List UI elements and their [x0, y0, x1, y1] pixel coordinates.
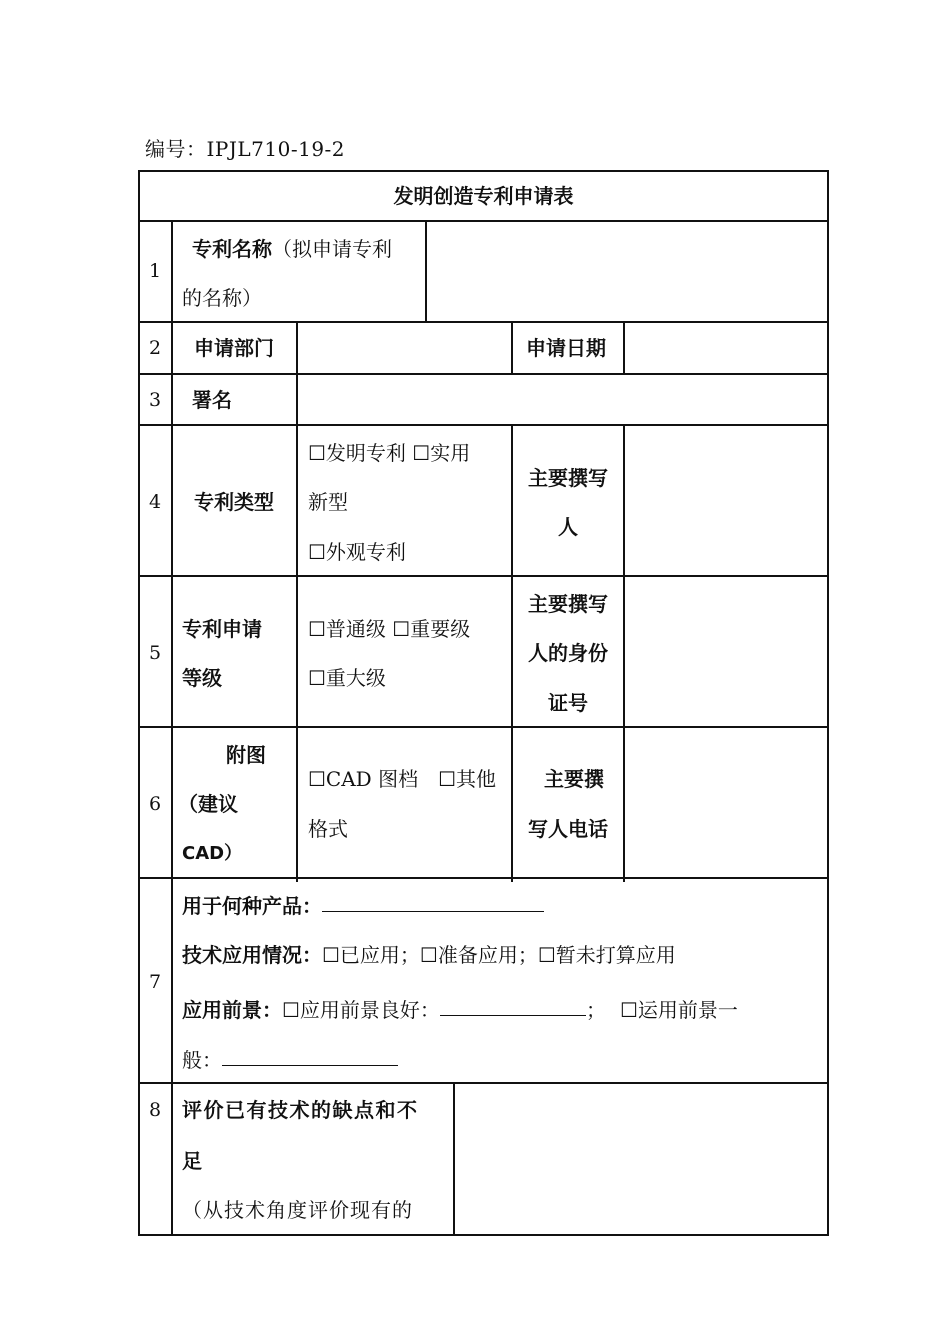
- table-border-right: [827, 170, 829, 1236]
- product-label: 用于何种产品：: [182, 894, 322, 918]
- attachment-options-line1[interactable]: ☐CAD 图档 ☐其他: [308, 767, 496, 791]
- prospect-option-average[interactable]: ☐运用前景一: [619, 998, 738, 1022]
- attachment-label: 附图: [226, 743, 266, 767]
- tech-application-options[interactable]: ☐已应用；☐准备应用；☐暂未打算应用: [322, 943, 676, 967]
- prospect-option-average-cont: 般：: [182, 1048, 222, 1072]
- prospect-separator: ；: [585, 998, 606, 1022]
- department-label: 申请部门: [194, 336, 274, 360]
- signature-label: 署名: [192, 388, 232, 412]
- application-level-options-line2[interactable]: ☐重大级: [308, 666, 386, 690]
- patent-name-label-bold: 专利名称: [192, 237, 272, 261]
- main-writer-label-cont: 人: [558, 515, 578, 539]
- attachment-options-line2: 格式: [308, 817, 348, 841]
- application-level-options-line1[interactable]: ☐普通级 ☐重要级: [308, 617, 471, 641]
- application-date-label: 申请日期: [526, 336, 606, 360]
- row-number: 5: [148, 642, 162, 664]
- row-number: 4: [148, 491, 162, 513]
- row-number: 8: [148, 1099, 162, 1121]
- writer-phone-field[interactable]: [626, 728, 826, 876]
- row-number: 1: [148, 260, 162, 282]
- row-number: 3: [148, 389, 162, 411]
- prospect-label: 应用前景：: [182, 998, 282, 1022]
- document-number-value: IPJL710-19-2: [206, 137, 346, 161]
- application-form-table: [138, 170, 829, 1236]
- col-divider: [453, 1082, 455, 1236]
- patent-type-options-line3[interactable]: ☐外观专利: [308, 540, 406, 564]
- application-level-label: 专利申请: [182, 617, 262, 641]
- document-number-label: 编号：: [145, 137, 207, 161]
- signature-field[interactable]: [299, 375, 826, 423]
- application-level-label-cont: 等级: [182, 666, 222, 690]
- patent-type-options-line1[interactable]: ☐发明专利 ☐实用: [308, 441, 471, 465]
- writer-id-label-cont2: 证号: [548, 691, 588, 715]
- product-line: [182, 881, 544, 931]
- patent-name-field[interactable]: [428, 222, 826, 320]
- patent-name-label: [192, 224, 392, 274]
- application-date-field[interactable]: [626, 323, 826, 371]
- form-title: 发明创造专利申请表: [393, 184, 574, 208]
- col-divider: [425, 220, 427, 321]
- col-divider: [296, 321, 298, 882]
- evaluation-note: （从技术角度评价现有的: [182, 1198, 413, 1222]
- product-blank[interactable]: [322, 891, 544, 912]
- writer-id-label: 主要撰写: [528, 592, 608, 616]
- writer-id-label-cont: 人的身份: [528, 641, 608, 665]
- patent-type-options-line2: 新型: [308, 490, 348, 514]
- tech-application-line: [182, 930, 676, 980]
- row-number: 7: [148, 971, 162, 993]
- attachment-label-cont: （建议: [178, 792, 238, 816]
- evaluation-label: 评价已有技术的缺点和不: [182, 1098, 419, 1122]
- patent-type-label: 专利类型: [194, 490, 274, 514]
- evaluation-label-cont: 足: [182, 1149, 202, 1173]
- col-divider: [511, 321, 513, 373]
- prospect-line: [182, 985, 738, 1035]
- writer-id-field[interactable]: [626, 577, 826, 725]
- col-divider: [623, 321, 625, 373]
- patent-name-label-note-cont: 的名称）: [182, 286, 262, 310]
- attachment-label-cont2: CAD）: [182, 843, 243, 864]
- prospect-line-cont: [182, 1035, 398, 1085]
- prospect-good-blank[interactable]: [440, 995, 586, 1016]
- prospect-option-good[interactable]: ☐应用前景良好：: [282, 998, 440, 1022]
- department-field[interactable]: [299, 323, 509, 371]
- writer-phone-label-cont: 写人电话: [528, 817, 608, 841]
- patent-name-label-note: （拟申请专利: [272, 237, 392, 261]
- row-number: 6: [148, 793, 162, 815]
- main-writer-label: 主要撰写: [528, 466, 608, 490]
- prospect-average-blank[interactable]: [222, 1045, 398, 1066]
- row-number: 2: [148, 337, 162, 359]
- document-number: [145, 133, 345, 162]
- col-divider: [623, 424, 625, 882]
- tech-application-label: 技术应用情况：: [182, 943, 322, 967]
- main-writer-field[interactable]: [626, 426, 826, 574]
- writer-phone-label: 主要撰: [544, 767, 604, 791]
- evaluation-field[interactable]: [456, 1084, 826, 1233]
